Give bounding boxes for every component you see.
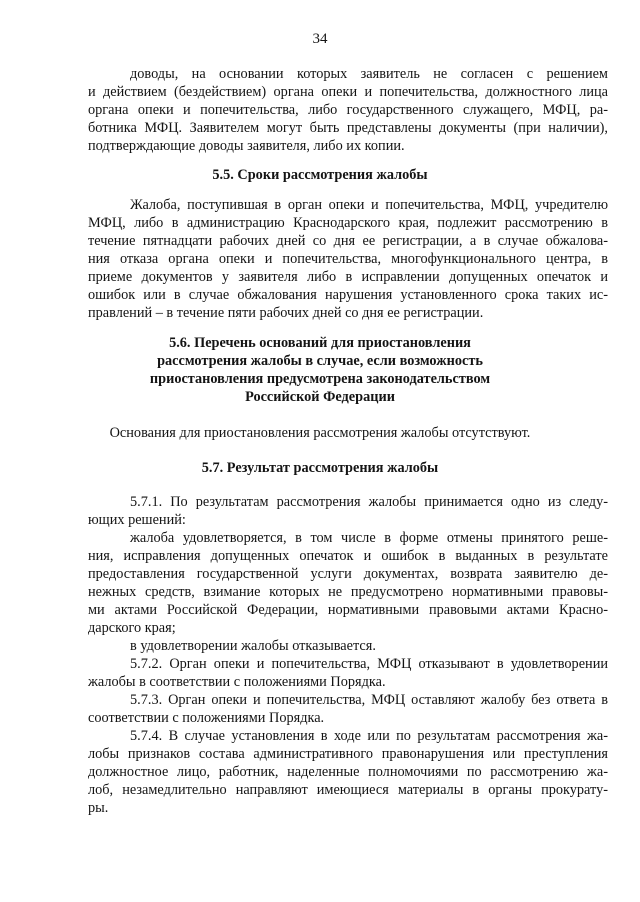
paragraph-line: ошибок или в случае обжалования нарушения установленного срока таких ис- xyxy=(88,287,608,303)
decision-line: нежных средств, взимание которых не предусмотрено нормативными правовы- xyxy=(88,584,608,600)
section-heading-5-6: рассмотрения жалобы в случае, если возможность xyxy=(157,353,483,369)
paragraph-line: течение пятнадцати рабочих дней со дня ее регистрации, а в случае обжалова- xyxy=(88,233,608,249)
paragraph-line: МФЦ, либо в администрацию Краснодарского края, подлежит рассмотрению в xyxy=(88,215,608,231)
paragraph-line: приеме документов у заявителя либо в исправлении допущенных опечаток и xyxy=(88,269,608,285)
section-heading-5-6: Российской Федерации xyxy=(245,389,395,405)
paragraph-line: правлений – в течение пяти рабочих дней со дня ее регистрации. xyxy=(88,305,484,321)
decision-line: жалоба удовлетворяется, в том числе в форме отмены принятого реше- xyxy=(130,530,608,546)
paragraph-line: жалобы в соответствии с положениями Порядка. xyxy=(88,674,386,690)
paragraph-line: соответствии с положениями Порядка. xyxy=(88,710,325,726)
paragraph-line: должностное лицо, работник, наделенные полномочиями по рассмотрению жа- xyxy=(88,764,608,780)
decision-line: предоставления государственной услуги документах, возврата заявителю де- xyxy=(88,566,608,582)
section-heading-5-5: 5.5. Сроки рассмотрения жалобы xyxy=(212,167,428,183)
intro-line: ботника МФЦ. Заявителем могут быть представлены документы (при наличии), xyxy=(88,120,608,136)
paragraph-line: Жалоба, поступившая в орган опеки и попечительства, МФЦ, учредителю xyxy=(130,197,608,213)
paragraph-line: ния отказа органа опеки и попечительства, многофункционального центра, в xyxy=(88,251,608,267)
section-heading-5-6: приостановления предусмотрена законодательством xyxy=(149,371,491,387)
paragraph-line: Основания для приостановления рассмотрения жалобы отсутствуют. xyxy=(109,425,531,441)
section-heading-5-6: 5.6. Перечень оснований для приостановления xyxy=(169,335,471,351)
paragraph-line: лобы признаков состава административного правонарушения или преступления xyxy=(88,746,608,762)
intro-line: органа опеки и попечительства, либо государственного служащего, МФЦ, ра- xyxy=(88,102,608,118)
paragraph-line: 5.7.3. Орган опеки и попечительства, МФЦ оставляют жалобу без ответа в xyxy=(130,692,608,708)
paragraph-line: лоб, незамедлительно направляют имеющиеся материалы в органы прокурату- xyxy=(88,782,608,798)
intro-line: подтверждающие доводы заявителя, либо их копии. xyxy=(88,138,405,154)
intro-line: доводы, на основании которых заявитель не согласен с решением xyxy=(130,66,608,82)
decision-line: ния, исправления допущенных опечаток и ошибок в выданных в результате xyxy=(88,548,608,564)
paragraph-line: 5.7.4. В случае установления в ходе или по результатам рассмотрения жа- xyxy=(130,728,608,744)
decision-line: дарского края; xyxy=(88,620,176,636)
intro-line: и действием (бездействием) органа опеки и попечительства, должностного лица xyxy=(88,84,608,100)
page-number: 34 xyxy=(312,31,328,47)
section-heading-5-7: 5.7. Результат рассмотрения жалобы xyxy=(201,460,439,476)
decision-line: в удовлетворении жалобы отказывается. xyxy=(130,638,376,654)
paragraph-line: 5.7.2. Орган опеки и попечительства, МФЦ отказывают в удовлетворении xyxy=(130,656,608,672)
decision-line: ми актами Российской Федерации, нормативными правовыми актами Красно- xyxy=(88,602,608,618)
paragraph-line: ющих решений: xyxy=(88,512,186,528)
paragraph-line: 5.7.1. По результатам рассмотрения жалобы принимается одно из следу- xyxy=(130,494,608,510)
paragraph-line: ры. xyxy=(88,800,109,816)
